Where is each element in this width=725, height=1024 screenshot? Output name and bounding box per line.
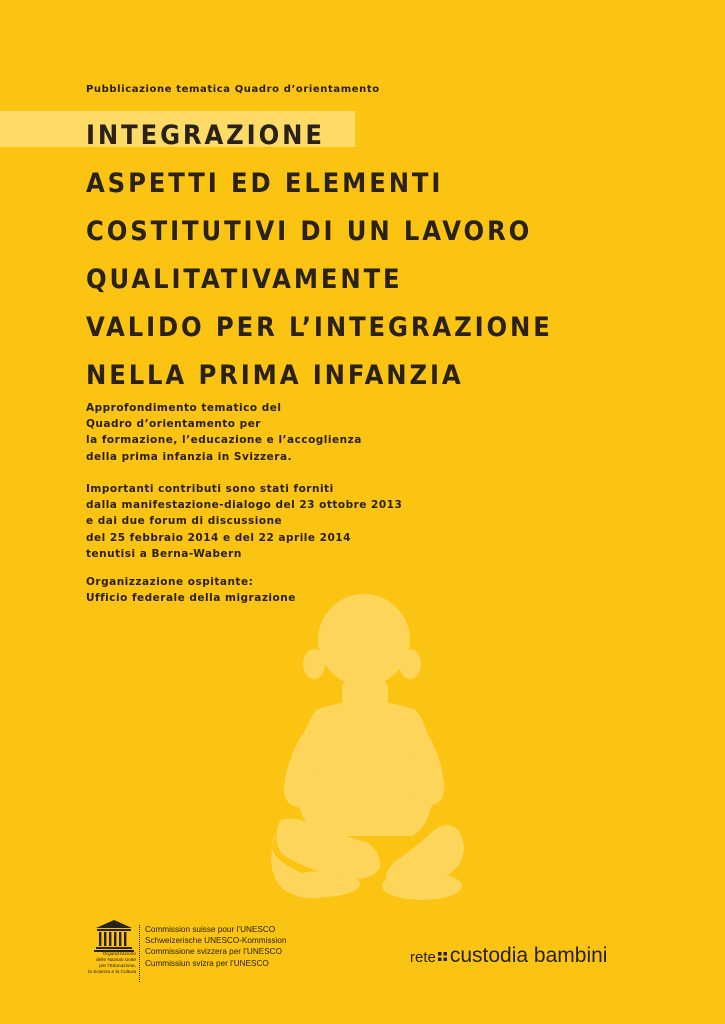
rete-custodia-bambini-logo [410, 944, 607, 968]
contributions-line: Importanti contributi sono stati forniti [86, 483, 334, 495]
dots-grid-icon [438, 952, 448, 962]
unesco-caption-line: per l’Educazione, [99, 964, 136, 969]
host-line: Organizzazione ospitante: [86, 576, 254, 588]
title-line: INTEGRAZIONE [86, 120, 325, 151]
title-line: VALIDO PER L’INTEGRAZIONE [86, 312, 553, 343]
title-line: ASPETTI ED ELEMENTI [86, 168, 444, 199]
intro-line: Approfondimento tematico del [86, 402, 282, 414]
unesco-caption [84, 952, 136, 976]
commission-line: Commissione svizzera per l’UNESCO [145, 947, 282, 957]
title-line: QUALITATIVAMENTE [86, 264, 403, 295]
commission-line: Commission suisse pour l’UNESCO [145, 925, 276, 934]
intro-line: la formazione, l’educazione e l’accoglienza [86, 434, 362, 447]
contributions-line: tenutisi a Berna-Wabern [86, 547, 242, 560]
contributions-paragraph [86, 481, 402, 562]
unesco-caption-line: delle Nazioni Unite [96, 958, 136, 963]
dotted-divider [139, 925, 140, 982]
unesco-caption-line: Organizzazione [102, 952, 136, 957]
document-title [86, 112, 553, 400]
commission-line: Cummissiun svizra per l’UNESCO [145, 958, 269, 968]
intro-paragraph [86, 400, 362, 465]
baby-silhouette-icon [262, 592, 474, 904]
contributions-line: del 25 febbraio 2014 e del 22 aprile 2014 [86, 531, 351, 544]
title-line: NELLA PRIMA INFANZIA [86, 360, 464, 391]
commission-names [145, 924, 287, 969]
contributions-line: dalla manifestazione-dialogo del 23 ottobre 2013 [86, 499, 403, 512]
network-prefix: rete [410, 949, 436, 966]
intro-line: della prima infanzia in Svizzera. [86, 450, 293, 463]
network-name: custodia bambini [449, 944, 608, 967]
intro-line: Quadro d’orientamento per [86, 418, 261, 431]
title-line: COSTITUTIVI DI UN LAVORO [86, 216, 533, 247]
host-line: Ufficio federale della migrazione [86, 592, 296, 605]
contributions-line: e dai due forum di discussione [86, 515, 283, 528]
kicker-text: Pubblicazione tematica Quadro d’orientamento [86, 84, 380, 95]
unesco-caption-line: la Scienza e la Cultura [88, 970, 136, 975]
commission-line: Schweizerische UNESCO-Kommission [145, 936, 287, 946]
